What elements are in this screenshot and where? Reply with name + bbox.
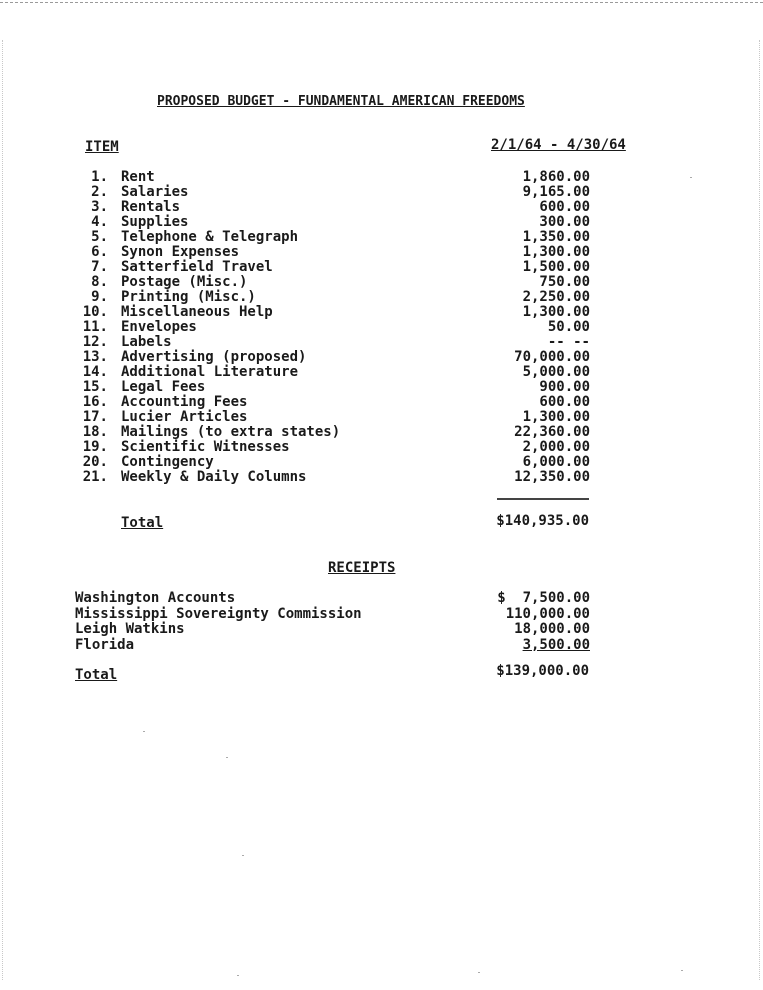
paper-speck	[690, 177, 692, 178]
item-description: Mailings (to extra states)	[121, 424, 341, 440]
item-description: Printing (Misc.)	[121, 289, 256, 305]
receipt-name: Florida	[75, 636, 135, 653]
item-description: Rentals	[121, 199, 181, 215]
item-description: Advertising (proposed)	[121, 349, 307, 365]
total-divider	[497, 498, 589, 500]
item-amount: 750.00	[539, 274, 590, 290]
budget-row	[74, 350, 594, 365]
budget-row	[74, 410, 594, 425]
item-amount: -- --	[547, 334, 590, 350]
item-description: Miscellaneous Help	[121, 304, 273, 320]
receipt-row	[75, 607, 594, 623]
item-amount: 9,165.00	[522, 184, 590, 200]
paper-speck	[226, 757, 228, 758]
page-edge-top	[0, 2, 763, 3]
item-amount: 600.00	[539, 199, 590, 215]
budget-row	[74, 230, 594, 245]
budget-item-list	[74, 170, 594, 485]
receipts-total-label: Total	[75, 667, 118, 683]
budget-row	[74, 200, 594, 215]
item-description: Scientific Witnesses	[121, 439, 290, 455]
item-amount: 6,000.00	[522, 454, 590, 470]
receipts-heading: RECEIPTS	[328, 560, 396, 576]
paper-speck	[143, 731, 145, 732]
item-number: 12.	[82, 334, 108, 350]
item-amount: 22,360.00	[514, 424, 590, 440]
item-amount: 50.00	[547, 319, 590, 335]
item-description: Salaries	[121, 184, 189, 200]
budget-total-label: Total	[121, 515, 164, 531]
budget-row	[74, 185, 594, 200]
budget-row	[74, 335, 594, 350]
item-amount: 1,350.00	[522, 229, 590, 245]
budget-row	[74, 365, 594, 380]
item-description: Rent	[121, 169, 155, 185]
budget-row	[74, 440, 594, 455]
receipt-name: Mississippi Sovereignty Commission	[75, 605, 362, 622]
item-amount: 2,250.00	[522, 289, 590, 305]
item-amount: 600.00	[539, 394, 590, 410]
receipt-name: Leigh Watkins	[75, 621, 185, 637]
item-number: 21.	[82, 469, 108, 485]
item-description: Satterfield Travel	[121, 259, 273, 275]
period-column-header: 2/1/64 - 4/30/64	[491, 137, 626, 153]
budget-row	[74, 380, 594, 395]
budget-row	[74, 245, 594, 260]
item-description: Telephone & Telegraph	[121, 229, 299, 245]
receipt-row	[75, 591, 594, 607]
receipt-name: Washington Accounts	[75, 590, 236, 606]
budget-row	[74, 395, 594, 410]
item-description: Accounting Fees	[121, 394, 248, 410]
item-number: 4.	[91, 214, 108, 230]
item-description: Envelopes	[121, 319, 197, 335]
paper-speck	[681, 970, 683, 971]
item-amount: 1,300.00	[522, 244, 590, 260]
item-number: 19.	[82, 439, 108, 455]
budget-row	[74, 260, 594, 275]
item-number: 7.	[91, 259, 108, 275]
document-title: PROPOSED BUDGET - FUNDAMENTAL AMERICAN FREEDOMS	[157, 94, 525, 109]
item-number: 11.	[82, 319, 108, 335]
item-amount: 12,350.00	[514, 469, 590, 485]
item-number: 16.	[82, 394, 108, 410]
page-edge-left	[2, 40, 3, 980]
item-amount: 2,000.00	[522, 439, 590, 455]
item-amount: 70,000.00	[514, 349, 590, 365]
budget-row	[74, 170, 594, 185]
budget-row	[74, 425, 594, 440]
receipt-row	[75, 638, 594, 654]
item-number: 9.	[91, 289, 108, 305]
budget-total-value: $140,935.00	[496, 513, 589, 529]
receipt-amount: 110,000.00	[505, 605, 590, 622]
item-description: Contingency	[121, 454, 214, 470]
item-number: 14.	[82, 364, 108, 380]
item-description: Labels	[121, 334, 172, 350]
item-description: Additional Literature	[121, 364, 299, 380]
item-number: 20.	[82, 454, 108, 470]
item-number: 10.	[82, 304, 108, 320]
item-description: Synon Expenses	[121, 244, 240, 260]
receipt-amount: 3,500.00	[522, 636, 590, 653]
paper-speck	[478, 972, 480, 973]
item-description: Weekly & Daily Columns	[121, 469, 307, 485]
item-number: 3.	[91, 199, 108, 215]
item-column-header: ITEM	[85, 139, 119, 155]
item-number: 5.	[91, 229, 108, 245]
item-description: Lucier Articles	[121, 409, 248, 425]
budget-row	[74, 455, 594, 470]
receipts-total-value: $139,000.00	[496, 663, 589, 679]
item-amount: 300.00	[539, 214, 590, 230]
paper-speck	[242, 855, 244, 856]
receipts-list	[75, 591, 594, 653]
item-number: 13.	[82, 349, 108, 365]
item-number: 2.	[91, 184, 108, 200]
item-amount: 900.00	[539, 379, 590, 395]
item-description: Supplies	[121, 214, 189, 230]
item-amount: 1,860.00	[522, 169, 590, 185]
page-edge-right	[759, 40, 760, 980]
budget-row	[74, 305, 594, 320]
item-number: 15.	[82, 379, 108, 395]
item-description: Postage (Misc.)	[121, 274, 248, 290]
item-number: 8.	[91, 274, 108, 290]
item-amount: 5,000.00	[522, 364, 590, 380]
receipt-amount: 18,000.00	[514, 621, 590, 637]
budget-row	[74, 320, 594, 335]
item-description: Legal Fees	[121, 379, 206, 395]
budget-row	[74, 470, 594, 485]
receipt-amount: $ 7,500.00	[497, 590, 590, 606]
item-number: 6.	[91, 244, 108, 260]
item-amount: 1,500.00	[522, 259, 590, 275]
receipt-row	[75, 622, 594, 638]
paper-speck	[237, 975, 239, 976]
item-number: 17.	[82, 409, 108, 425]
budget-row	[74, 215, 594, 230]
item-amount: 1,300.00	[522, 409, 590, 425]
item-number: 18.	[82, 424, 108, 440]
item-number: 1.	[91, 169, 108, 185]
budget-row	[74, 290, 594, 305]
item-amount: 1,300.00	[522, 304, 590, 320]
budget-row	[74, 275, 594, 290]
